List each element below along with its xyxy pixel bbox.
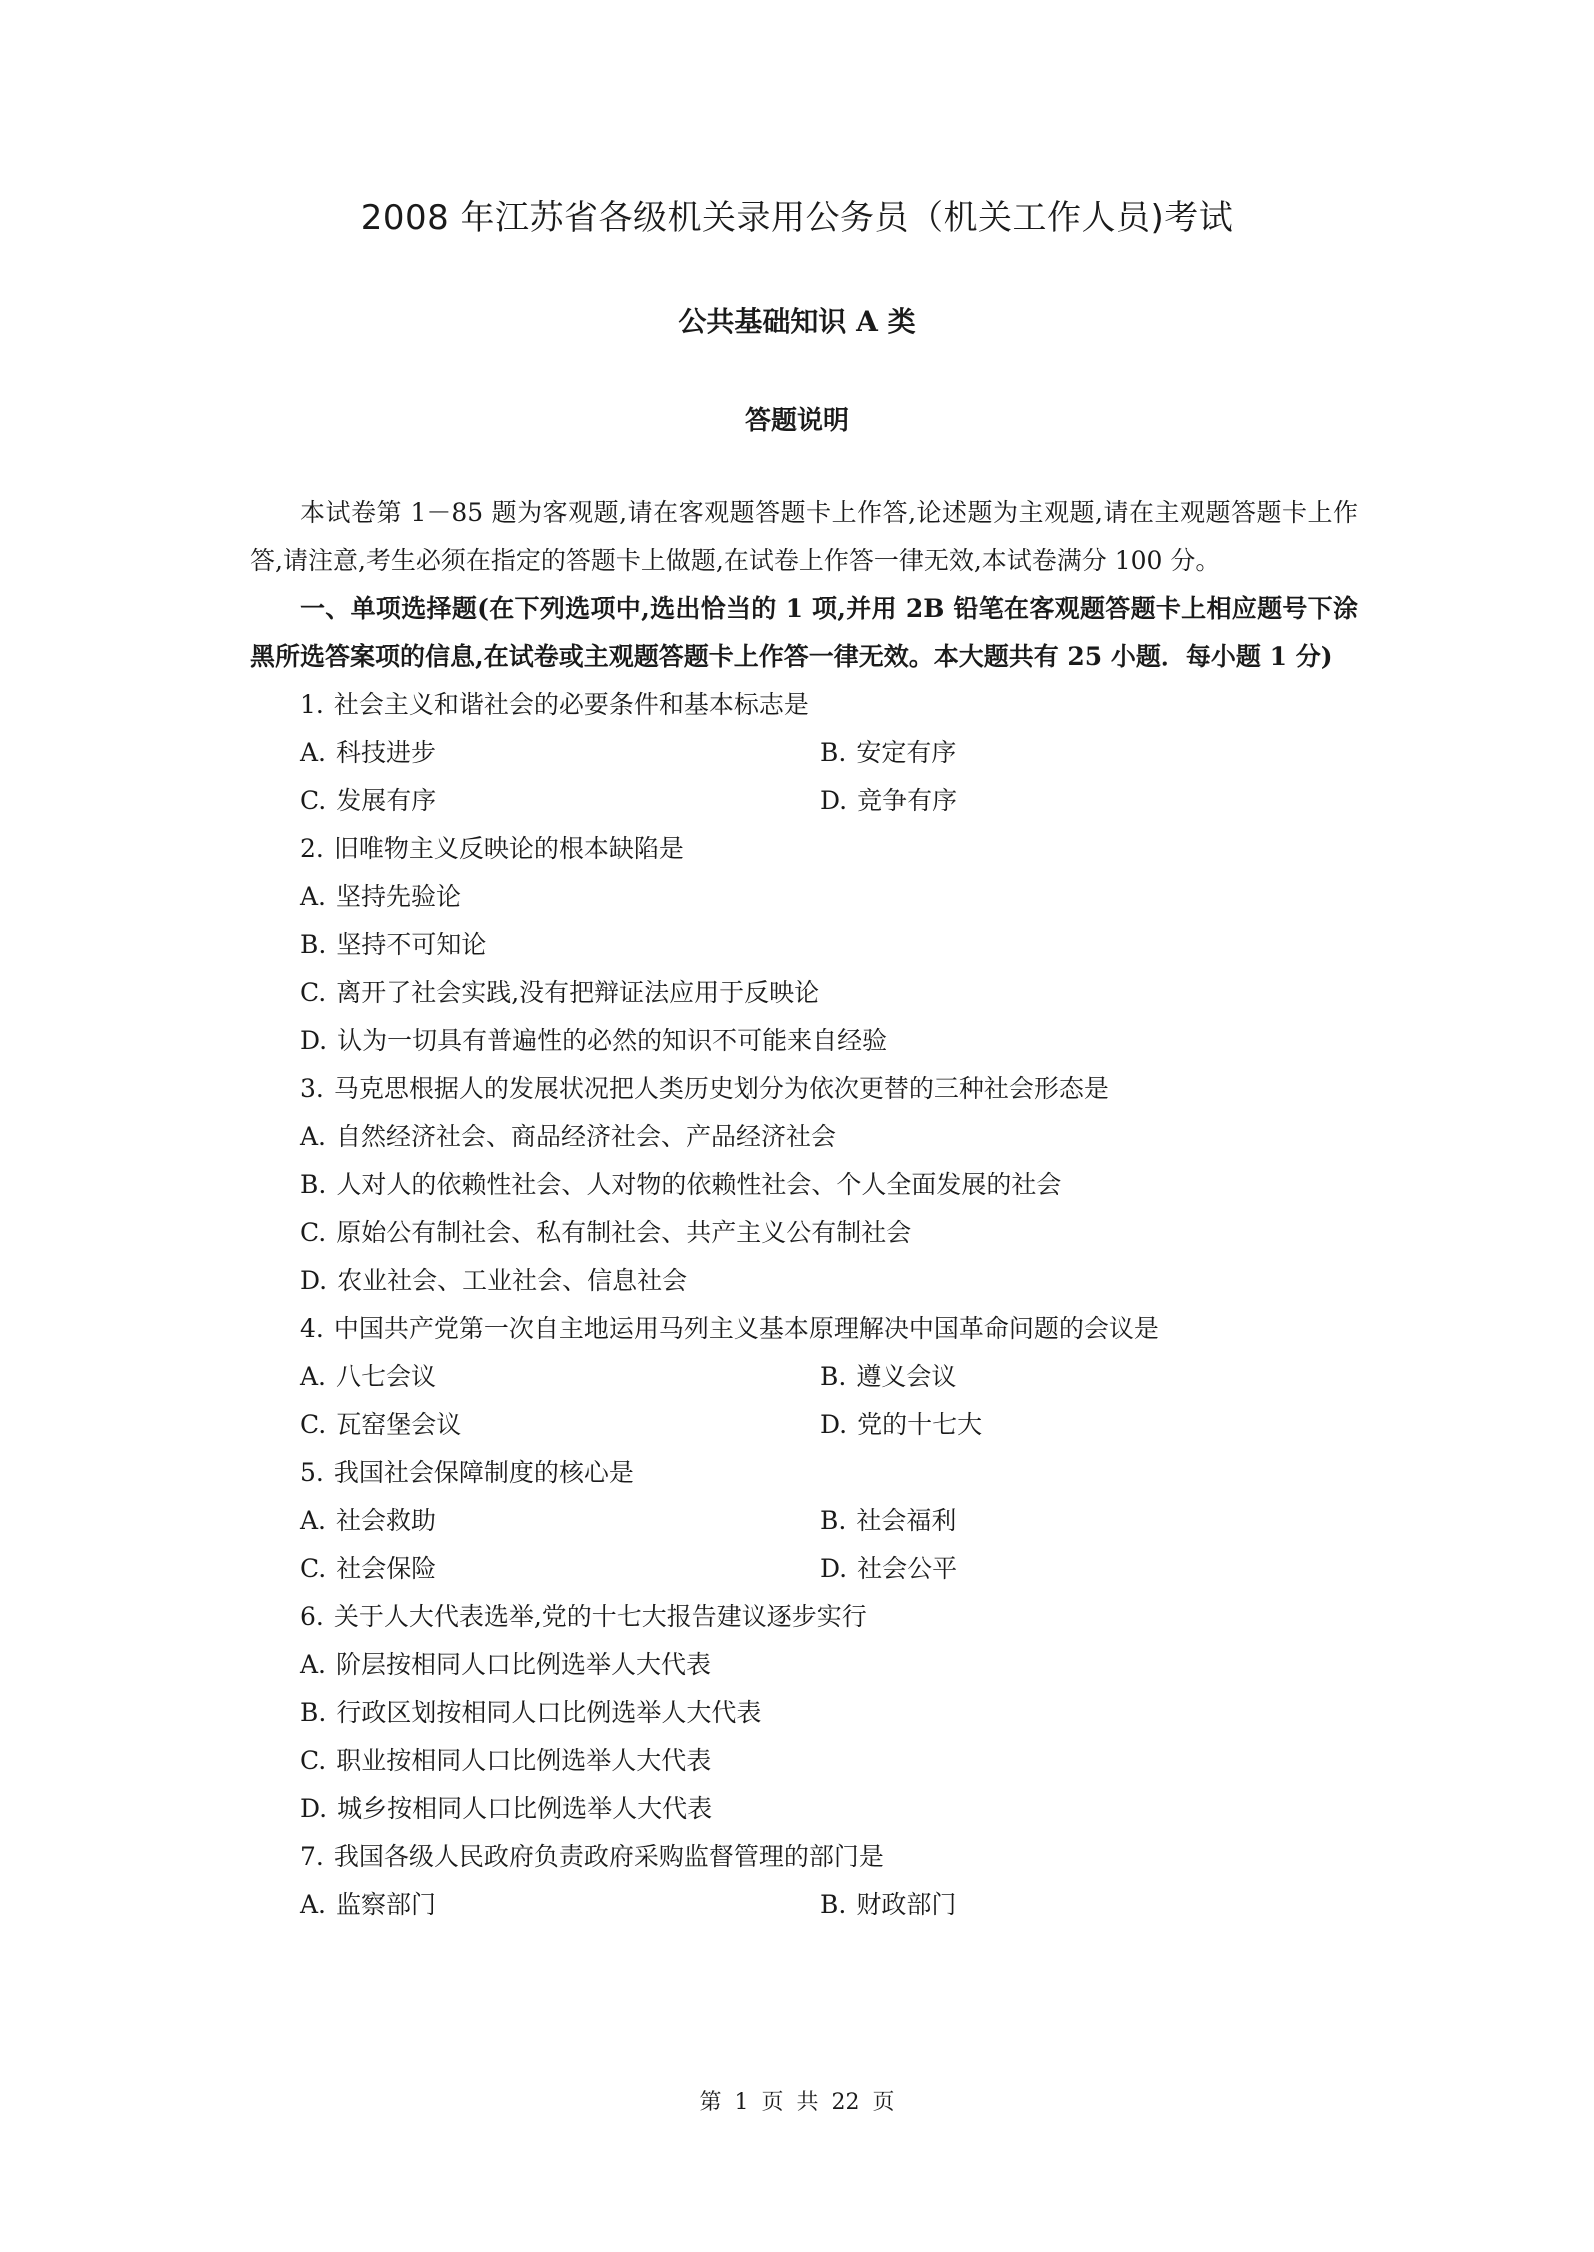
question-text: 马克思根据人的发展状况把人类历史划分为依次更替的三种社会形态是 — [333, 1074, 1109, 1103]
question-text: 旧唯物主义反映论的根本缺陷是 — [333, 834, 684, 863]
question-2 — [250, 825, 1358, 1065]
option-c: C. 瓦窑堡会议 — [300, 1410, 462, 1439]
option-c: C. 离开了社会实践,没有把辩证法应用于反映论 — [300, 978, 820, 1007]
option-d: D. 城乡按相同人口比例选举人大代表 — [300, 1794, 713, 1823]
option-a: A. 自然经济社会、商品经济社会、产品经济社会 — [300, 1122, 837, 1151]
option-a: A. 八七会议 — [300, 1362, 437, 1391]
question-6 — [250, 1593, 1358, 1833]
question-number: 3. — [300, 1074, 324, 1103]
question-number: 2. — [300, 834, 324, 863]
options — [250, 1353, 1358, 1449]
question-7 — [250, 1833, 1358, 1929]
question-text: 中国共产党第一次自主地运用马列主义基本原理解决中国革命问题的会议是 — [333, 1314, 1159, 1343]
option-d: D. 竞争有序 — [820, 786, 958, 815]
option-b: B. 坚持不可知论 — [300, 930, 487, 959]
options — [250, 1497, 1358, 1593]
option-b: B. 行政区划按相同人口比例选举人大代表 — [300, 1698, 762, 1727]
option-b: B. 社会福利 — [820, 1506, 957, 1535]
option-a: A. 社会救助 — [300, 1506, 437, 1535]
option-c: C. 职业按相同人口比例选举人大代表 — [300, 1746, 712, 1775]
section-heading: 一、单项选择题(在下列选项中,选出恰当的 1 项,并用 2B 铅笔在客观题答题卡上相应题号下涂黑所选答案项的信息,在试卷或主观题答题卡上作答一律无效。本大题共有 25 小题．每小题 1 分) — [250, 594, 1358, 671]
question-stem — [250, 1449, 1358, 1497]
exam-subtitle: 公共基础知识 A 类 — [678, 305, 916, 338]
question-stem — [250, 681, 1358, 729]
question-text: 关于人大代表选举,党的十七大报告建议逐步实行 — [333, 1602, 867, 1631]
exam-body — [250, 489, 1358, 1929]
option-b: B. 遵义会议 — [820, 1362, 957, 1391]
question-text: 我国各级人民政府负责政府采购监督管理的部门是 — [333, 1842, 884, 1871]
question-stem — [250, 1593, 1358, 1641]
options — [250, 1641, 1358, 1833]
option-c: C. 社会保险 — [300, 1554, 437, 1583]
question-number: 1. — [300, 690, 324, 719]
question-number: 7. — [300, 1842, 324, 1871]
question-text: 社会主义和谐社会的必要条件和基本标志是 — [333, 690, 809, 719]
option-c: C. 发展有序 — [300, 786, 437, 815]
option-b: B. 财政部门 — [820, 1890, 957, 1919]
page-number: 第 1 页 共 22 页 — [699, 2090, 895, 2115]
option-d: D. 社会公平 — [820, 1554, 958, 1583]
options — [250, 729, 1358, 825]
intro-paragraph: 本试卷第 1－85 题为客观题,请在客观题答题卡上作答,论述题为主观题,请在主观题答题卡上作答,请注意,考生必须在指定的答题卡上做题,在试卷上作答一律无效,本试卷满分 100 分。 — [250, 498, 1358, 575]
instructions-heading: 答题说明 — [744, 406, 849, 436]
option-a: A. 坚持先验论 — [300, 882, 462, 911]
options — [250, 1113, 1358, 1305]
question-1 — [250, 681, 1358, 825]
question-number: 5. — [300, 1458, 324, 1487]
question-5 — [250, 1449, 1358, 1593]
question-stem — [250, 1833, 1358, 1881]
question-stem — [250, 825, 1358, 873]
option-d: D. 党的十七大 — [820, 1410, 983, 1439]
question-4 — [250, 1305, 1358, 1449]
option-b: B. 安定有序 — [820, 738, 957, 767]
question-text: 我国社会保障制度的核心是 — [333, 1458, 634, 1487]
exam-title: 2008 年江苏省各级机关录用公务员（机关工作人员)考试 — [360, 198, 1234, 238]
option-b: B. 人对人的依赖性社会、人对物的依赖性社会、个人全面发展的社会 — [300, 1170, 1062, 1199]
options — [250, 873, 1358, 1065]
question-number: 4. — [300, 1314, 324, 1343]
question-number: 6. — [300, 1602, 324, 1631]
question-stem — [250, 1065, 1358, 1113]
option-d: D. 认为一切具有普遍性的必然的知识不可能来自经验 — [300, 1026, 888, 1055]
option-a: A. 阶层按相同人口比例选举人大代表 — [300, 1650, 712, 1679]
option-c: C. 原始公有制社会、私有制社会、共产主义公有制社会 — [300, 1218, 912, 1247]
options — [250, 1881, 1358, 1929]
option-d: D. 农业社会、工业社会、信息社会 — [300, 1266, 688, 1295]
option-a: A. 监察部门 — [300, 1890, 437, 1919]
question-stem — [250, 1305, 1358, 1353]
option-a: A. 科技进步 — [300, 738, 437, 767]
question-3 — [250, 1065, 1358, 1305]
